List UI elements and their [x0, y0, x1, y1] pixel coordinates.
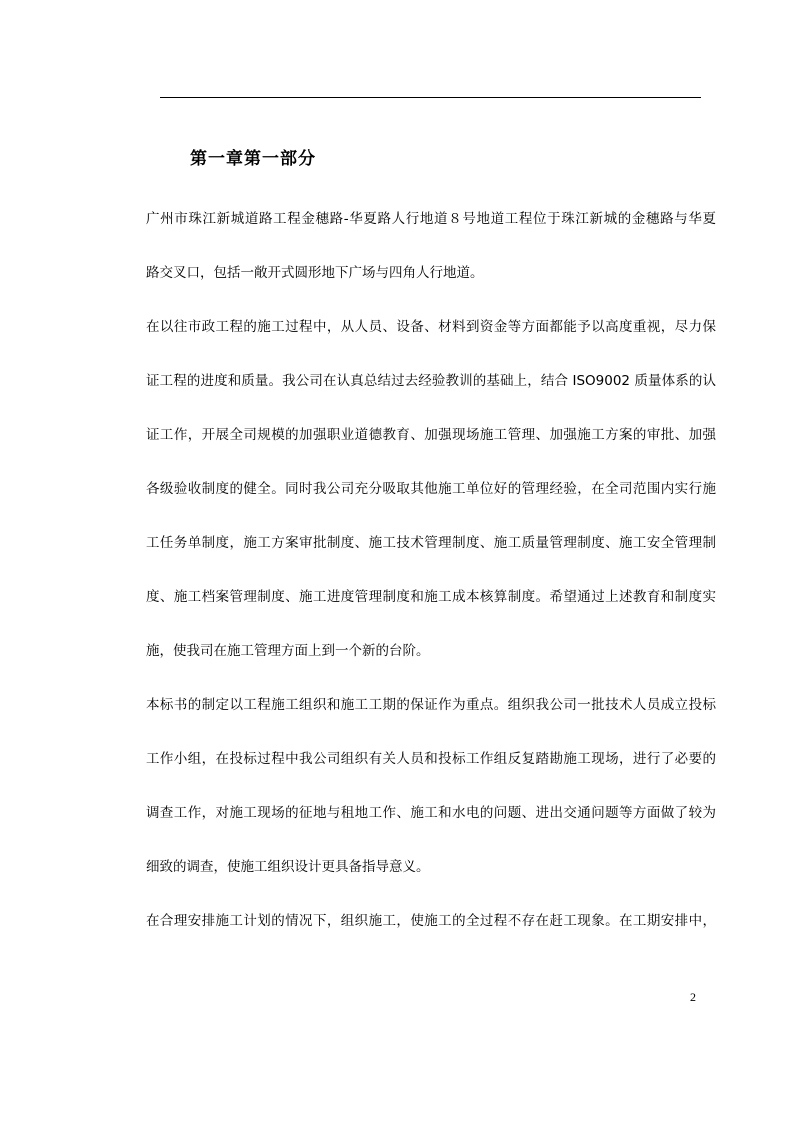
- text-line: 在以往市政工程的施工过程中，从人员、设备、材料到资金等方面都能予以高度重视，尽力保: [146, 319, 716, 335]
- header-rule: [160, 97, 701, 98]
- paragraph-3: [146, 684, 716, 900]
- text-line: 广州市珠江新城道路工程金穗路-华夏路人行地道８号地道工程位于珠江新城的金穗路与华夏: [146, 211, 716, 227]
- body-text: [146, 198, 716, 954]
- text-line: 施，使我司在施工管理方面上到一个新的台阶。: [146, 643, 430, 659]
- text-line: 路交叉口，包括一敞开式圆形地下广场与四角人行地道。: [146, 265, 484, 281]
- paragraph-1: [146, 198, 716, 306]
- text-line: 证工作，开展全司规模的加强职业道德教育、加强现场施工管理、加强施工方案的审批、加强: [146, 427, 716, 443]
- text-line: 度、施工档案管理制度、施工进度管理制度和施工成本核算制度。希望通过上述教育和制度实: [146, 589, 716, 605]
- text-line: 本标书的制定以工程施工组织和施工工期的保证作为重点。组织我公司一批技术人员成立投标: [146, 697, 716, 713]
- text-line: 工作小组，在投标过程中我公司组织有关人员和投标工作组反复踏勘施工现场，进行了必要的: [146, 751, 716, 767]
- chapter-heading: 第一章第一部分: [190, 149, 316, 169]
- paragraph-2: [146, 306, 716, 684]
- text-line: 调查工作，对施工现场的征地与租地工作、施工和水电的问题、进出交通问题等方面做了较为: [146, 805, 716, 821]
- text-line: 细致的调查，使施工组织设计更具备指导意义。: [146, 859, 430, 875]
- paragraph-4: [146, 900, 716, 954]
- text-line: 各级验收制度的健全。同时我公司充分吸取其他施工单位好的管理经验，在全司范围内实行施: [146, 481, 716, 497]
- text-line: 工任务单制度，施工方案审批制度、施工技术管理制度、施工质量管理制度、施工安全管理制: [146, 535, 716, 551]
- text-line: 在合理安排施工计划的情况下，组织施工，使施工的全过程不存在赶工现象。在工期安排中，: [146, 913, 716, 929]
- text-line: 证工程的进度和质量。我公司在认真总结过去经验教训的基础上，结合 ISO9002 质量体系的认: [146, 373, 716, 389]
- page-number: 2: [690, 990, 696, 1004]
